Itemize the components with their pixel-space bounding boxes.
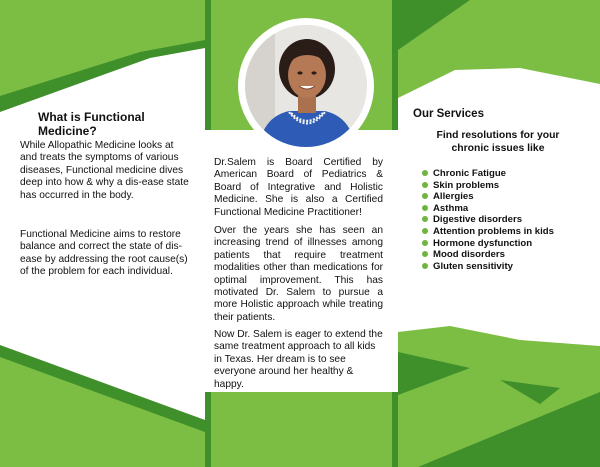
green-dot-icon xyxy=(422,182,428,188)
service-label: Gluten sensitivity xyxy=(433,260,513,272)
services-list xyxy=(422,168,554,272)
left-panel-paragraph-1: While Allopathic Medicine looks at and treats the symptoms of various diseases, Functional medicine dives deep into how & why a dis-ease state has occurred in the body. xyxy=(20,140,189,201)
right-panel-title: Our Services xyxy=(413,108,484,120)
service-label: Mood disorders xyxy=(433,249,505,261)
list-item xyxy=(422,261,554,273)
green-dot-icon xyxy=(422,251,428,257)
list-item xyxy=(422,180,554,192)
list-item xyxy=(422,203,554,215)
right-panel-subtitle: Find resolutions for your chronic issues like xyxy=(436,130,560,154)
green-dot-icon xyxy=(422,263,428,269)
middle-panel-paragraph-1: Dr.Salem is Board Certified by American Board of Pediatrics & Board of Integrative and Holistic Medicine. She is also a Certified Functional Medicine Practitioner! xyxy=(214,157,383,218)
green-dot-icon xyxy=(422,205,428,211)
green-dot-icon xyxy=(422,228,428,234)
service-label: Digestive disorders xyxy=(433,214,523,226)
green-dot-icon xyxy=(422,170,428,176)
service-label: Hormone dysfunction xyxy=(433,237,533,249)
service-label: Skin problems xyxy=(433,179,500,191)
list-item xyxy=(422,168,554,180)
service-label: Asthma xyxy=(433,202,469,214)
list-item xyxy=(422,238,554,250)
portrait-illustration xyxy=(245,25,367,147)
list-item xyxy=(422,214,554,226)
green-dot-icon xyxy=(422,216,428,222)
green-dot-icon xyxy=(422,193,428,199)
middle-panel-paragraph-2: Over the years she has seen an increasing trend of illnesses among patients that require treatment modalities other than medications for optimal improvement. This has motivated Dr. Salem to pursue a more Holistic approach while treating their patients. xyxy=(214,225,383,323)
list-item xyxy=(422,191,554,203)
middle-bottom-dark-right xyxy=(392,392,398,467)
service-label: Chronic Fatigue xyxy=(433,168,507,179)
middle-bottom-dark-left xyxy=(205,392,211,467)
green-dot-icon xyxy=(422,240,428,246)
doctor-portrait xyxy=(245,25,367,147)
left-panel-paragraph-2: Functional Medicine aims to restore balance and correct the state of dis-ease by addressing the root cause(s) of the problem for each individual. xyxy=(20,229,188,278)
list-item xyxy=(422,226,554,238)
middle-top-dark-right xyxy=(392,0,398,130)
service-label: Allergies xyxy=(433,191,474,203)
left-panel-title: What is Functional Medicine? xyxy=(38,110,145,138)
middle-panel-paragraph-3: Now Dr. Salem is eager to extend the same treatment approach to all kids in Texas. Her dream is to see everyone around her healthy & happy. xyxy=(214,329,383,390)
middle-bottom-band xyxy=(205,392,398,467)
middle-top-dark-left xyxy=(205,0,211,130)
list-item xyxy=(422,249,554,261)
service-label: Attention problems in kids xyxy=(433,225,554,237)
